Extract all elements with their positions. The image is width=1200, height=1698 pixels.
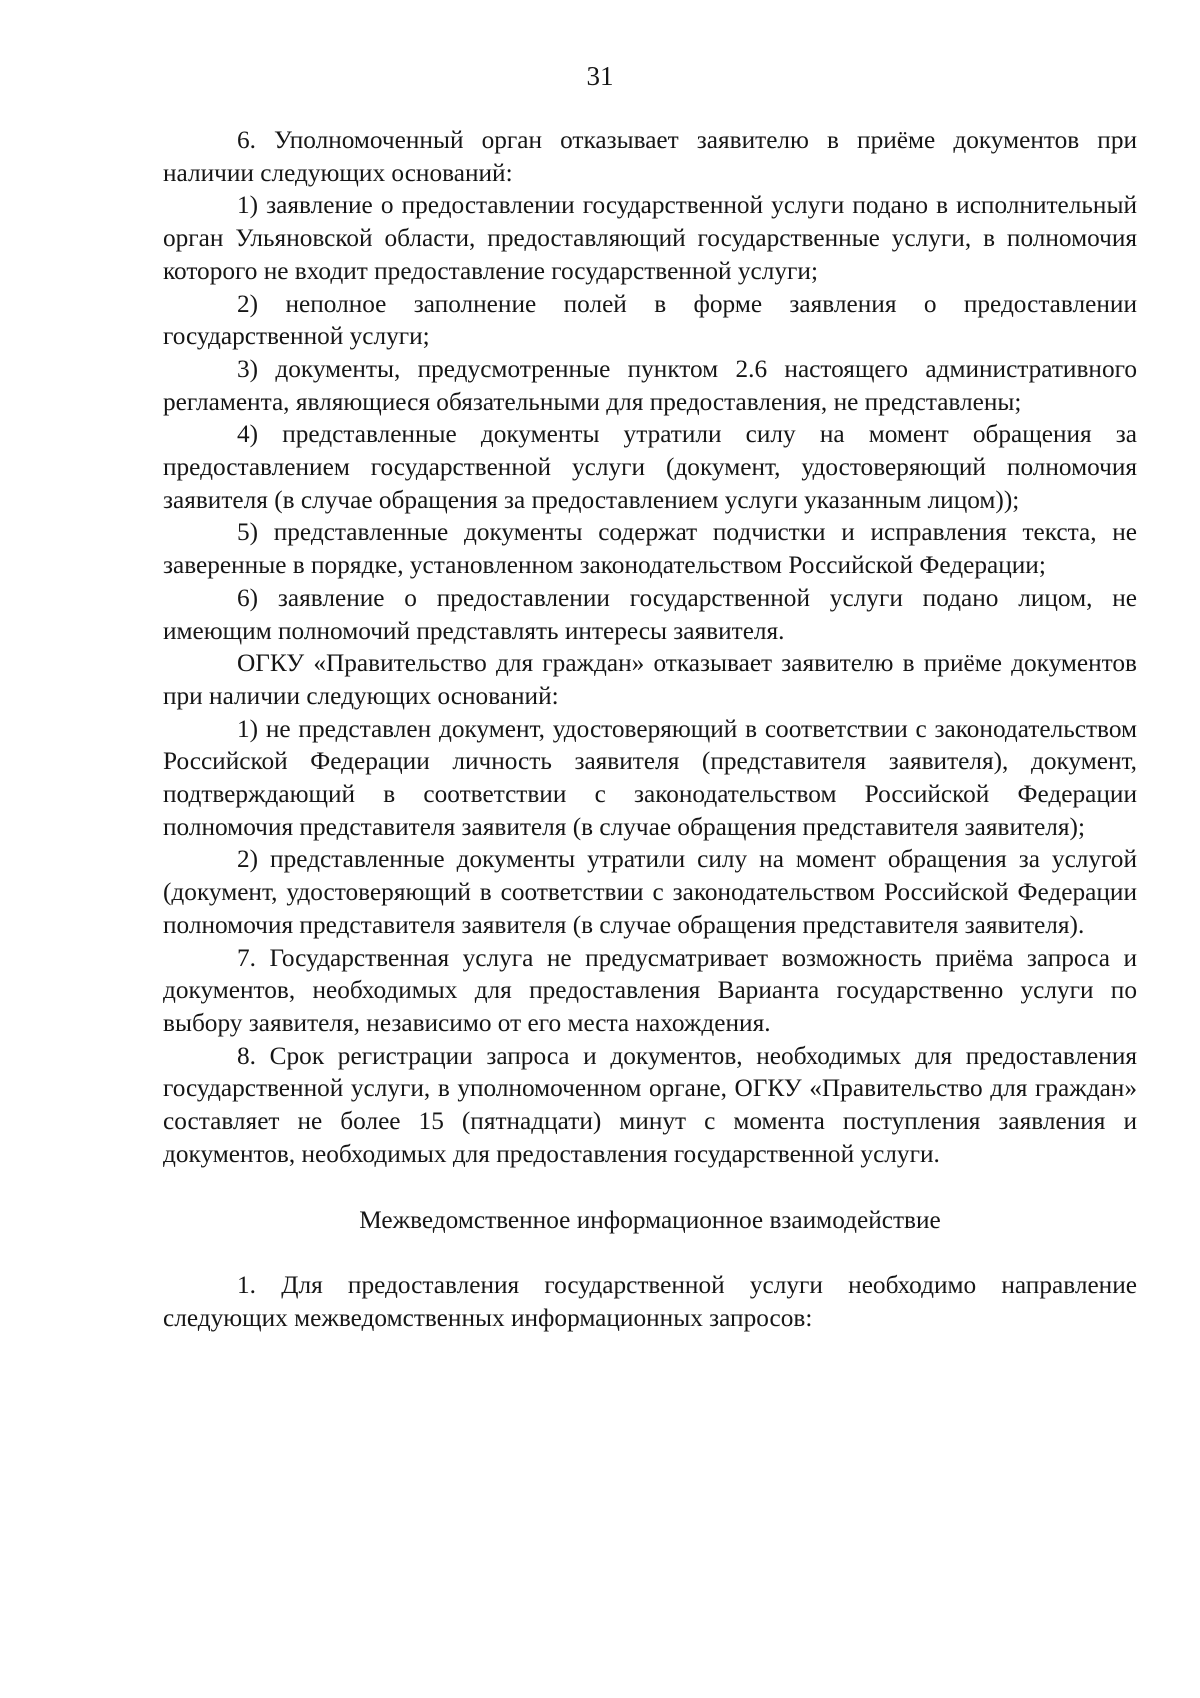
paragraph: 1) заявление о предоставлении государственной услуги подано в исполнительный орган Ульяновской области, предоставляющий государственные услуги, в полномочия которого не входит предоставление государственной услуги; (163, 191, 1137, 285)
body-text (163, 124, 1137, 1335)
paragraph: 4) представленные документы утратили силу на момент обращения за предоставлением государственной услуги (документ, удостоверяющий полномочия заявителя (в случае обращения за предоставлением услуги указанным лицом)); (163, 420, 1137, 514)
page-number: 31 (586, 61, 614, 91)
paragraph: 7. Государственная услуга не предусматривает возможность приёма запроса и документов, необходимых для предоставления Варианта государственно услуги по выбору заявителя, независимо от его места нахождения. (163, 943, 1137, 1037)
paragraph: 3) документы, предусмотренные пунктом 2.6 настоящего административного регламента, являющиеся обязательными для предоставления, не представлены; (163, 354, 1137, 416)
paragraph: 2) неполное заполнение полей в форме заявления о предоставлении государственной услуги; (163, 289, 1137, 351)
paragraph: 2) представленные документы утратили силу на момент обращения за услугой (документ, удостоверяющий в соответствии с законодательством Российской Федерации полномочия представителя заявителя (в случае обращения представителя заявителя). (163, 845, 1137, 939)
paragraph: 6) заявление о предоставлении государственной услуги подано лицом, не имеющим полномочий представлять интересы заявителя. (163, 583, 1137, 645)
paragraph: 1. Для предоставления государственной услуги необходимо направление следующих межведомственных информационных запросов: (163, 1271, 1137, 1332)
section-heading: Межведомственное информационное взаимодействие (359, 1205, 941, 1234)
paragraph: 8. Срок регистрации запроса и документов, необходимых для предоставления государственной услуги, в уполномоченном органе, ОГКУ «Правительство для граждан» составляет не более 15 (пятнадцати) минут с момента поступления заявления и документов, необходимых для предоставления государственной услуги. (163, 1041, 1137, 1168)
paragraph: ОГКУ «Правительство для граждан» отказывает заявителю в приёме документов при наличии следующих оснований: (163, 649, 1137, 710)
paragraph: 6. Уполномоченный орган отказывает заявителю в приёме документов при наличии следующих оснований: (163, 126, 1137, 187)
paragraph: 5) представленные документы содержат подчистки и исправления текста, не заверенные в порядке, установленном законодательством Российской Федерации; (163, 518, 1137, 580)
paragraph: 1) не представлен документ, удостоверяющий в соответствии с законодательством Российской Федерации личность заявителя (представителя заявителя), документ, подтверждающий в соответствии с законодательством Российской Федерации полномочия представителя заявителя (в случае обращения представителя заявителя); (163, 714, 1137, 841)
